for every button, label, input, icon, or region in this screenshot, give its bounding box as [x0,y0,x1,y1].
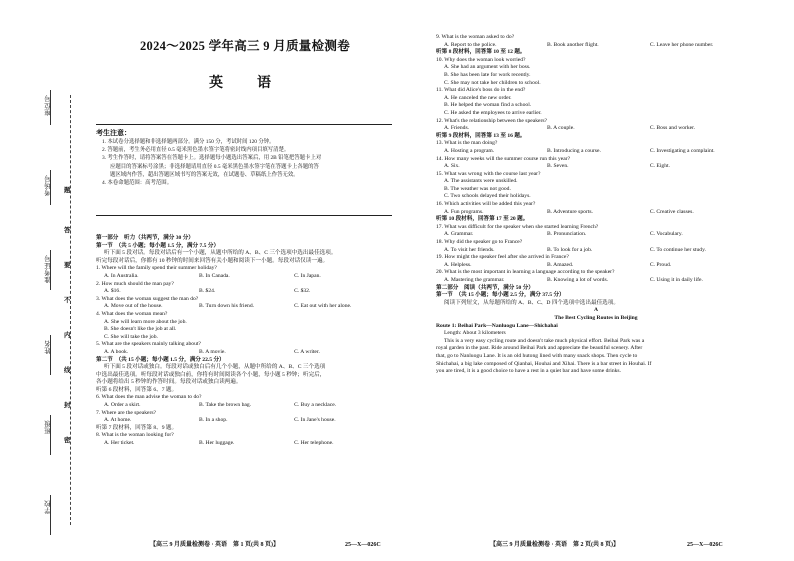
option: A. Move out of the house. [104,303,163,310]
option: B. In a shop. [199,417,228,424]
section-heading: 第一节 （共 5 小题；每小题 1.5 分，满分 7.5 分） [96,242,220,249]
page2-content [436,34,756,376]
option: A. Grammar. [444,231,474,238]
option: A. She had an argument with her boss. [444,64,531,71]
option: C. Creative classes. [649,208,694,215]
notice-heading: 考生注意： [96,129,131,137]
section-heading: 第二节 （共 15 小题；每小题 1.5 分，满分 22.5 分） [96,356,225,363]
question: 17. What was difficult for the speaker when she started learning French? [436,223,599,230]
option: C. Her telephone. [294,440,334,447]
option: C. Eight. [649,163,670,170]
seal-char: 不 [64,297,71,304]
notice-item: 3. 考生作答时，请将答案答在答题卡上。选择题每小题选出答案后，用 2B 铅笔把答题卡上对 [102,155,322,162]
instruction-line: 听下面 5 段对话或独白。每段对话或独白后有几个小题，从题中所给的 A、B、C 三个选项 [104,364,326,371]
option: C. He asked the employees to arrive earlier. [444,109,542,116]
seal-char: 答 [64,227,71,234]
seat-number-label: 座位号 [45,95,52,116]
option: A. He canceled the new order. [444,94,512,101]
seal-char: 封 [64,402,71,409]
instruction-line: 中选出最佳选项。听每段对话或独白前，你将有时间阅读各个小题，每小题 5 秒钟；听完后， [96,371,326,378]
option: A. Mastering the grammar. [444,277,505,283]
options-row [436,277,756,285]
option: B. She doesn't like the job at all. [104,326,177,333]
section-heading: 听第 8 段材料，回答第 10 至 12 题。 [436,49,526,56]
option: C. She will take the job. [104,333,158,340]
question: 13. What is the man doing? [436,140,498,147]
option: C. Using it in daily life. [649,277,703,283]
section-heading: 听第 9 段材料，回答第 13 至 16 题。 [436,132,526,139]
exam-title: 2024～2025 学年高三 9 月质量检测卷 [139,39,351,53]
option: A. Six. [444,163,460,170]
binding-margin [0,0,71,561]
ticket-number-label: 准考证号 [45,255,52,283]
question: 10. Why does the woman look worried? [436,56,526,63]
notice-item: 1. 本试卷分选择题和非选择题两部分。满分 150 分，考试时间 120 分钟。 [102,139,275,145]
notice-item: 2. 答题前，考生务必用直径 0.5 毫米黑色墨水签字笔将密封线内项目填写清楚。 [102,147,290,154]
option: C. A writer. [294,348,320,355]
exam-room-label: 考场号 [45,175,52,196]
option: A. To visit her friends. [444,246,495,253]
notice-item: 4. 本卷命题范围：高考范围。 [102,180,173,187]
option: C. Vocabulary. [649,231,683,238]
option: A. $16. [104,288,121,295]
fill-line [50,90,51,125]
option: C. Two schools delayed their holidays. [444,193,531,200]
page-code: 25—X—026C [687,542,723,548]
question-1: 1. Where will the family spend their summer holiday? [96,265,217,272]
options-row [436,262,756,270]
question: 19. How might the speaker feel after she arrived in France? [436,254,569,261]
question-4: 4. What does the woman mean? [96,310,168,317]
name-label: 姓名 [45,340,52,354]
notice-item: 应题目的答案标号涂黑；非选择题请用直径 0.5 毫米黑色墨水签字笔在答题卡上各题的答 [110,163,319,170]
option: B. Her luggage. [199,440,235,447]
part-heading: 第一部分 听力（共两节，满分 30 分） [96,235,194,241]
options-row [436,125,756,133]
option: B. He helped the woman find a school. [444,102,532,109]
option: C. In Jane's house. [294,417,336,424]
fill-line [50,415,51,455]
page1-header [100,36,390,92]
instruction-line: 阅读下列短文，从每题所给的 A、B、C、D 四个选项中选出最佳选项。 [444,299,619,306]
seal-char: 密 [64,437,71,444]
seal-char: 线 [64,367,71,374]
option: B. Adventure sports. [546,208,593,215]
option: B. A couple. [546,125,575,132]
question: 11. What did Alice's boss do in the end? [436,87,526,94]
option: A. At home. [104,417,132,424]
fill-line [50,495,51,535]
listen-heading: 听第 6 段材料，回答第 6、7 题。 [96,386,178,393]
option: B. Amazed. [546,261,574,268]
option: B. In Canada. [199,272,230,279]
option: B. To look for a job. [546,246,593,253]
question-5: 5. What are the speakers mainly talking about? [96,341,201,348]
options-row [96,417,392,425]
options-row [96,349,392,357]
option: C. Investigating a complaint. [649,147,715,154]
option: B. Book another flight. [546,41,599,48]
listening-part [96,235,392,448]
option: A. The assistants were unskilled. [444,178,518,185]
options-row [96,303,392,311]
page-code: 25—X—026C [345,542,381,548]
question: 18. Why did the speaker go to France? [436,239,523,246]
option: A. Fun programs. [444,208,484,215]
option: B. Introducing a course. [546,147,601,154]
option: A. Friends. [444,125,470,132]
question: 12. What's the relationship between the speakers? [436,117,548,124]
question: 14. How many weeks will the summer course run this year? [436,155,571,162]
option: C. Buy a necklace. [294,402,337,409]
passage-line: This is a very easy cycling route and doesn't take much physical effort. Beihai Park was a [444,337,645,344]
option: C. Boss and worker. [649,125,696,132]
section-heading: 第一节 （共 15 小题；每小题 2.5 分，满分 37.5 分） [436,292,565,299]
passage-letter: A [593,307,599,314]
fill-line [50,250,51,290]
instruction-line: 听下面 5 段对话。每段对话后有一个小题，从题中所给的 A、B、C 三个选项中选出最佳选项。 [104,250,337,257]
option: B. Seven. [546,163,569,170]
passage-line: you are tired, it is a good choice to have a rest in a quiet bar and have some drinks. [436,368,622,375]
question: 9. What is the woman asked to do? [436,34,515,40]
option: A. A book. [104,348,129,355]
section-heading: 第二部分 阅读（共两节，满分 50 分） [436,284,534,291]
options-row [96,273,392,281]
option: C. In Japan. [294,272,321,279]
options-row [436,163,756,171]
fill-line [50,170,51,205]
options-row [96,402,392,410]
option: C. $32. [294,288,311,295]
question-8: 8. What is the woman looking for? [96,432,174,439]
instruction-line: 听完每段对话后，你都有 10 秒钟的时间来回答有关小题和阅读下一小题。每段对话仅读一遍。 [96,257,329,264]
question-7: 7. Where are the speakers? [96,409,156,416]
option: A. In Australia. [104,272,139,279]
page-footer: 【高三 9 月质量检测卷 · 英语 第 1 页(共 8 页)】 [150,542,279,548]
notice-box [96,124,392,216]
question-6: 6. What does the man advise the woman to do? [96,394,202,401]
listening-questions [436,34,756,307]
seal-char: 内 [64,332,71,339]
passage-line: Shichahai, a big lake composed of Qianhai, Houhai and Xihai. There is a bar street in Houhai. If [436,360,652,367]
option: A. Her ticket. [104,440,135,447]
seal-char: 题 [64,187,71,194]
question-3: 3. What does the woman suggest the man do? [96,295,199,302]
seal-line [70,95,71,525]
option: C. To continue her study. [649,246,706,253]
subject-title: 英 语 [209,76,281,91]
option: C. Leave her phone number. [649,41,714,48]
option: C. She may not take her children to school. [444,79,541,86]
options-row [96,288,392,296]
fill-line [50,335,51,375]
passage-line: that, go to Nanluogu Lane. It is an old hutong lined with many snack shops. Then cycle to [436,352,638,359]
options-row [436,231,756,239]
option: B. The weather was not good. [444,185,511,192]
passage-line: royal garden in the past. Ride around Beihai Park and appreciate the beautiful scenery. After [436,345,643,352]
option: B. She has been late for work recently. [444,71,531,78]
instruction-line: 各小题将给出 5 秒钟的作答时间。每段对话或独白读两遍。 [96,379,242,386]
question: 16. Which activities will be added this year? [436,201,536,208]
route-length: Length: About 3 kilometers [444,330,506,337]
passage-title: The Best Cycling Routes in Beijing [554,314,638,321]
class-label: 班级 [45,420,52,434]
question: 20. What is the most important in learning a language according to the speaker? [436,269,615,276]
listen-heading: 听第 7 段材料，回答第 8、9 题。 [96,424,178,431]
section-heading: 听第 10 段材料，回答第 17 至 20 题。 [436,216,529,223]
option: B. A movie. [199,348,226,355]
option: B. $24. [199,288,216,295]
seal-char: 要 [64,262,71,269]
option: A. Hosting a program. [444,147,495,154]
question: 15. What was wrong with the course last year? [436,170,541,177]
school-label: 学校 [45,500,52,514]
question-2: 2. How much should the man pay? [96,280,174,287]
option: A. Helpless. [444,261,472,268]
option: A. Order a skirt. [104,402,141,409]
option: C. Proud. [649,261,672,268]
options-row [96,440,392,448]
options-row [436,148,756,156]
option: B. Knowing a lot of words. [546,277,609,283]
option: B. Take the brown bag. [199,402,252,409]
option: B. Pronunciation. [546,231,587,238]
option: B. Turn down his friend. [199,303,255,310]
option: A. She will learn more about the job. [104,318,187,325]
route-heading: Route 1: Beihai Park—Nanluogu Lane—Shichahai [436,322,558,329]
option: A. Report to the police. [444,41,497,48]
page-footer: 【高三 9 月质量检测卷 · 英语 第 2 页(共 8 页)】 [490,542,619,548]
option: C. Eat out with her alone. [294,303,352,310]
notice-item: 题区域内作答，超出答题区域书写的答案无效，在试题卷、草稿纸上作答无效。 [110,171,299,178]
